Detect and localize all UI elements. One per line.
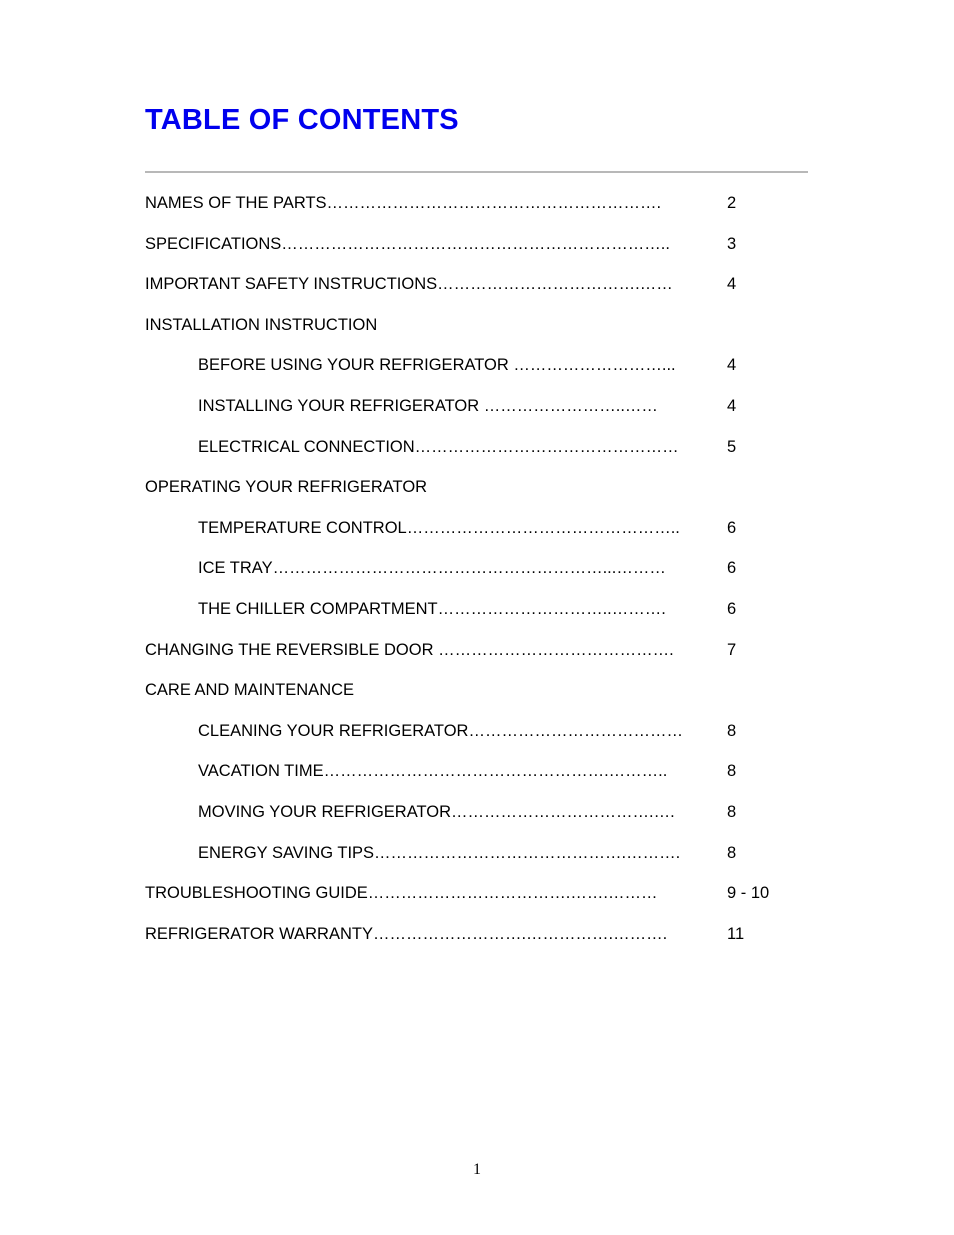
toc-entry-page: 8 [727,803,737,821]
toc-entry-title: ELECTRICAL CONNECTION………………………………………… [198,438,679,456]
toc-entry-title: IMPORTANT SAFETY INSTRUCTIONS……………………………….…… [145,275,673,293]
toc-entry-title: INSTALLING YOUR REFRIGERATOR ……………………..…… [198,397,658,415]
toc-entry-title: CHANGING THE REVERSIBLE DOOR ……………………………………. [145,641,674,659]
toc-entry-title: VACATION TIME…………………………………………….……….. [198,762,668,780]
toc-entry-page: 8 [727,762,737,780]
toc-entry-page: 6 [727,559,737,577]
toc-entry-title: ENERGY SAVING TIPS……………………………………….………. [198,844,681,862]
toc-entry-title: ICE TRAY……………………………………………………...……… [198,559,666,577]
toc-entry-title: TEMPERATURE CONTROL………………………………………….. [198,519,680,537]
toc-entry-page: 3 [727,235,737,253]
page-title: TABLE OF CONTENTS [145,104,459,136]
page-number: 1 [473,1161,481,1178]
toc-entry-page: 4 [727,356,737,374]
toc-entry-page: 4 [727,397,737,415]
toc-entry-page: 2 [727,194,737,212]
toc-entry-page: 6 [727,600,737,618]
toc-section-heading: INSTALLATION INSTRUCTION [145,316,378,334]
toc-entry-title: REFRIGERATOR WARRANTY……………………….…………….………. [145,925,668,943]
toc-entry-page: 9 - 10 [727,884,770,902]
toc-entry-page: 11 [727,925,745,943]
toc-entry-page: 8 [727,844,737,862]
toc-entry-title: NAMES OF THE PARTS……………………………………………………. [145,194,662,212]
toc-entry-title: TROUBLESHOOTING GUIDE……………………………….…….……… [145,884,658,902]
toc-entry-title: CLEANING YOUR REFRIGERATOR………………………………… [198,722,683,740]
toc-section-heading: OPERATING YOUR REFRIGERATOR [145,478,428,496]
toc-entry-page: 6 [727,519,737,537]
toc-entry-page: 7 [727,641,737,659]
toc-entry-title: THE CHILLER COMPARTMENT…………………………..………. [198,600,666,618]
title-divider [145,171,808,173]
toc-entry-page: 4 [727,275,737,293]
toc-entry-title: MOVING YOUR REFRIGERATOR……………………………….…. [198,803,675,821]
toc-entry-title: SPECIFICATIONS…………………………………………………………….. [145,235,670,253]
toc-entry-page: 8 [727,722,737,740]
toc-section-heading: CARE AND MAINTENANCE [145,681,355,699]
toc-entry-page: 5 [727,438,737,456]
toc-entry-title: BEFORE USING YOUR REFRIGERATOR ………………………... [198,356,676,374]
